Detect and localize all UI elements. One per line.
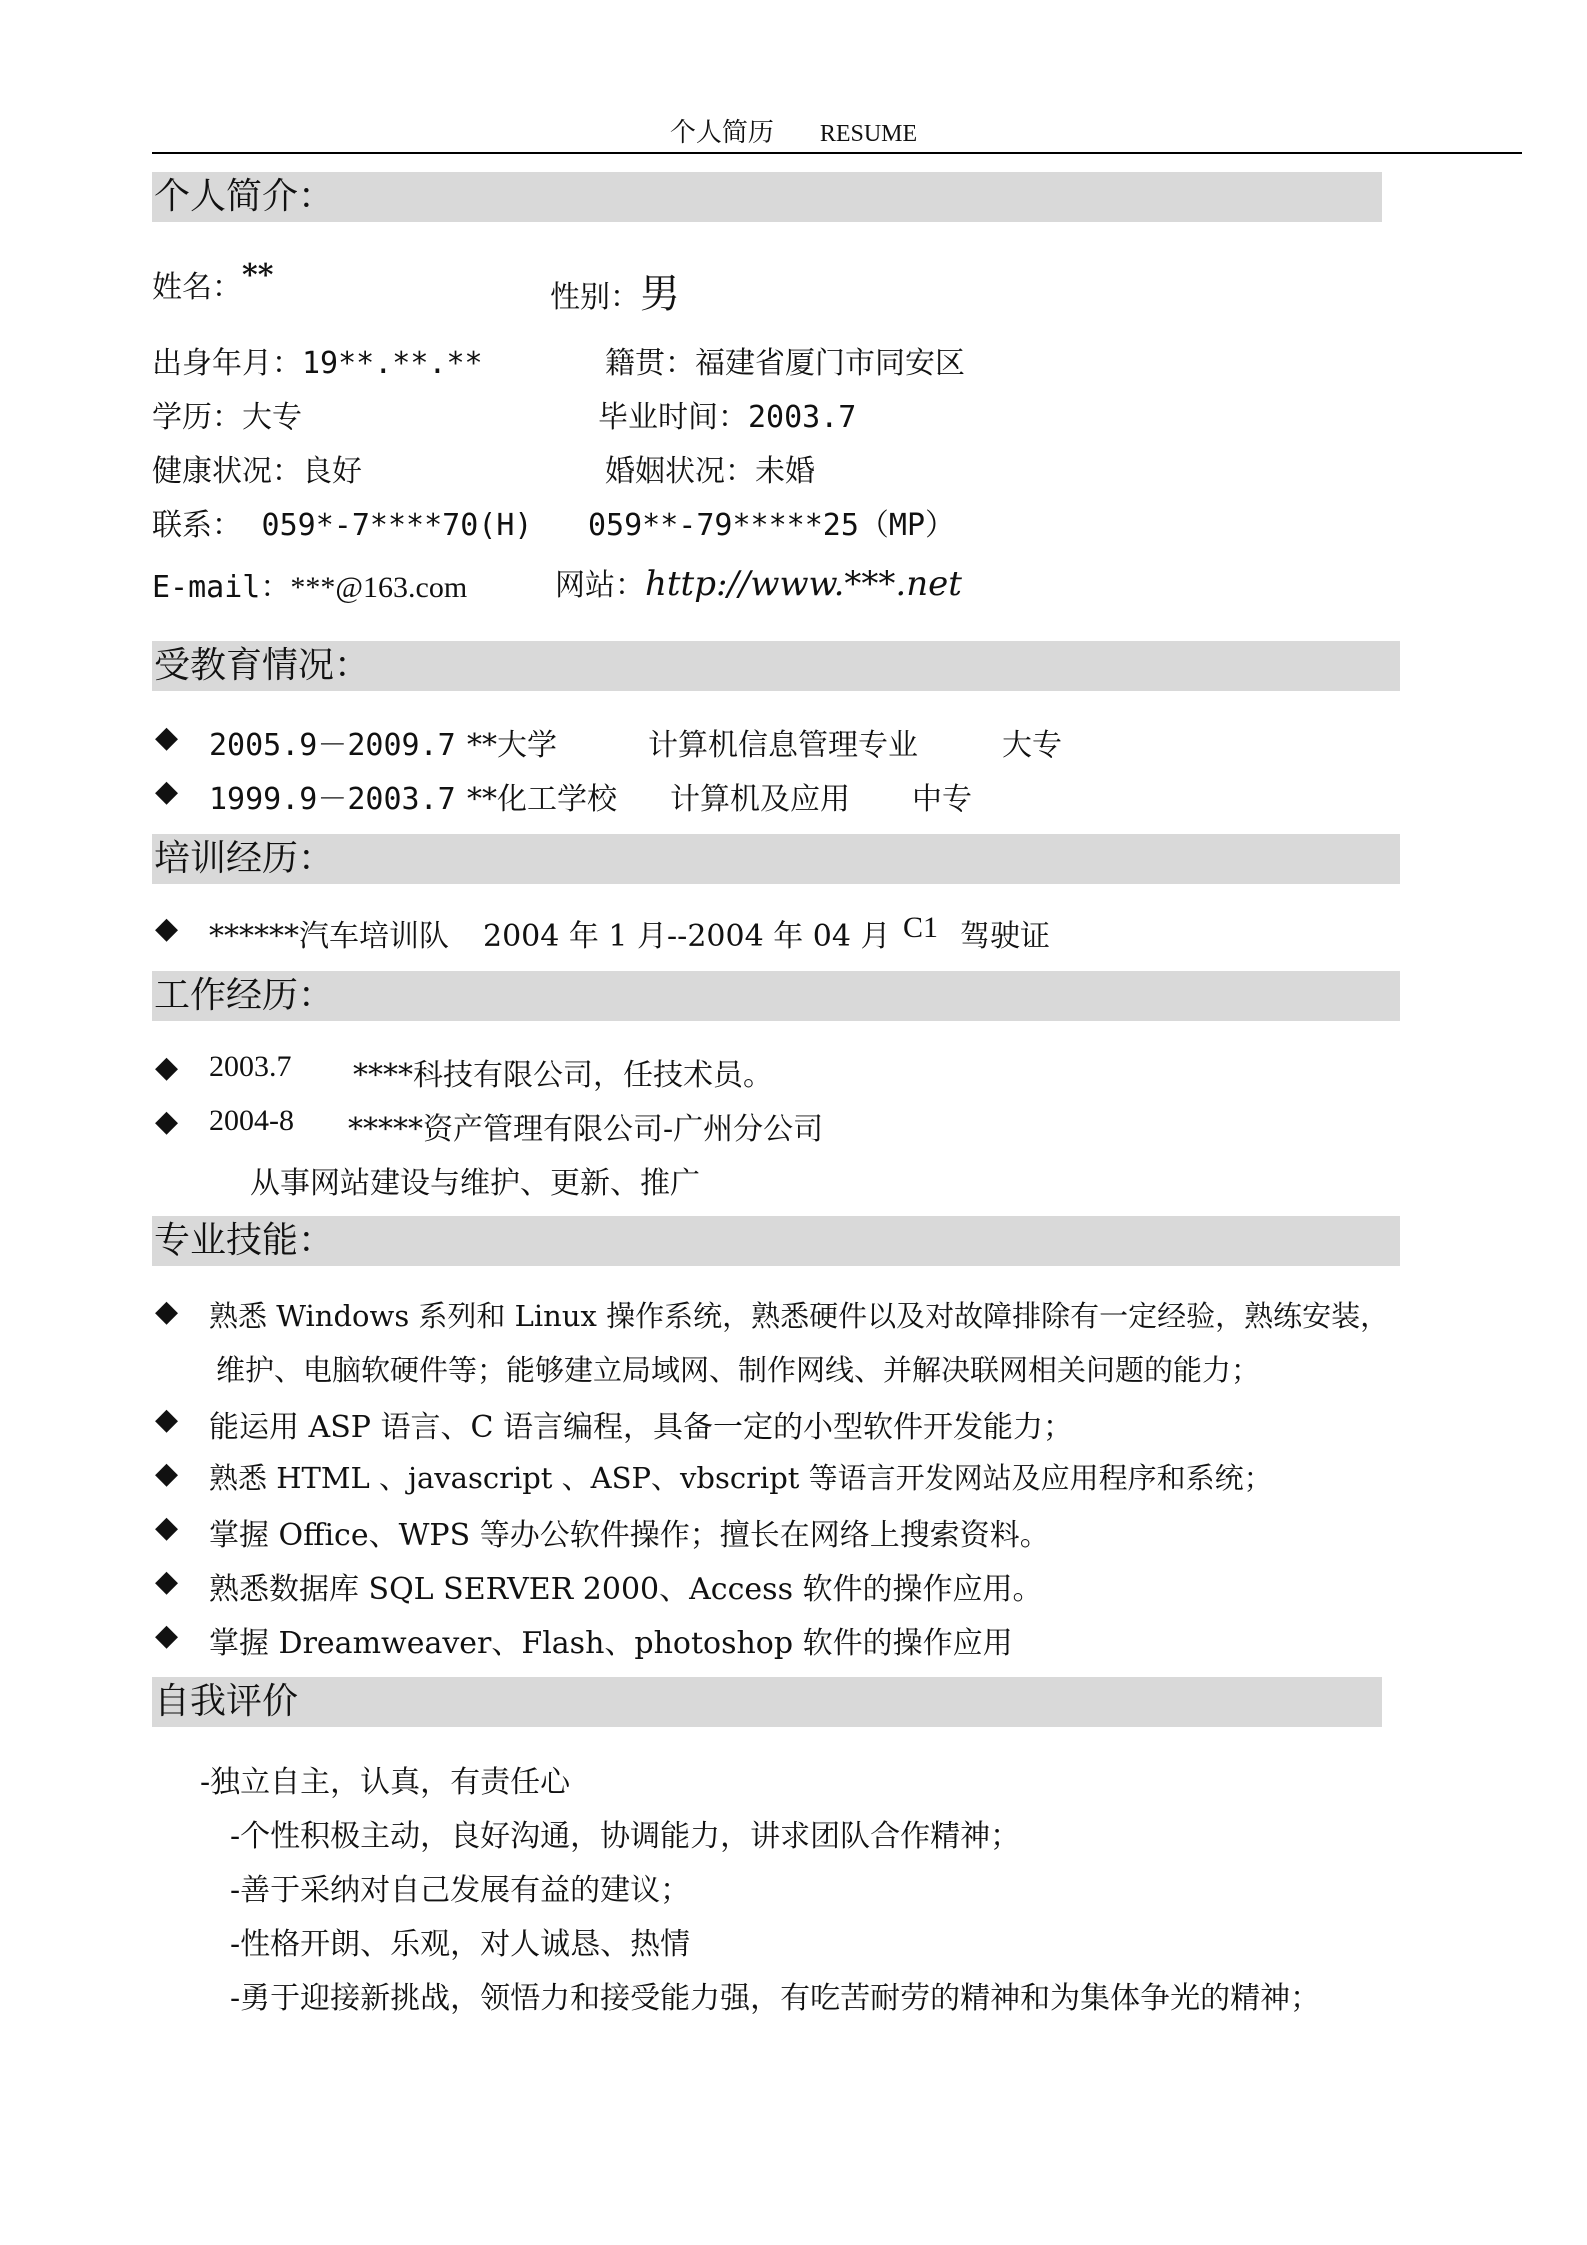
work-date: 2004-8 (209, 1104, 294, 1137)
health-row (152, 446, 362, 490)
email-row (152, 562, 467, 606)
skill-text: 掌握 Office、WPS 等办公软件操作；擅长在网络上搜索资料。 (209, 1518, 1050, 1553)
edu-school: **化工学校 (467, 782, 617, 817)
email-label: E-mail： (152, 570, 291, 605)
work-detail: 从事网站建设与维护、更新、推广 (250, 1166, 700, 1201)
education-item (155, 720, 1062, 763)
skill-text: 掌握 Dreamweaver、Flash、photoshop 软件的操作应用 (209, 1626, 1013, 1661)
header-title-cn: 个人简历 (669, 118, 774, 148)
diamond-bullet-icon: ◆ (155, 774, 179, 809)
native-value: 福建省厦门市同安区 (695, 346, 965, 381)
work-date: 2003.7 (209, 1050, 292, 1083)
evaluation-line: -独立自主，认真，有责任心 (200, 1765, 571, 1800)
section-bar-evaluation (152, 1677, 1382, 1727)
diamond-bullet-icon: ◆ (155, 1618, 179, 1653)
skill-text: 熟悉数据库 SQL SERVER 2000、Access 软件的操作应用。 (209, 1572, 1043, 1607)
skill-text-continued: 维护、电脑软硬件等；能够建立局域网、制作网线、并解决联网相关问题的能力； (216, 1353, 1261, 1387)
training-org: ******汽车培训队 (209, 919, 449, 954)
diamond-bullet-icon: ◆ (155, 1510, 179, 1545)
diamond-bullet-icon: ◆ (155, 1456, 179, 1491)
section-title-skills: 专业技能： (154, 1220, 335, 1261)
section-bar-training (152, 834, 1400, 884)
edu-level: 大专 (1002, 728, 1062, 763)
skill-item (155, 1294, 1390, 1333)
contact-row (152, 500, 532, 544)
edu-period: 2005.9－2009.7 (209, 728, 456, 763)
marital-row (605, 446, 815, 490)
training-cert-class: C1 (903, 911, 939, 944)
edu-row (152, 392, 302, 436)
site-value[interactable]: http://www.***.net (645, 564, 962, 604)
edu-label: 学历： (152, 400, 242, 435)
header-rule (152, 152, 1522, 154)
evaluation-line: -性格开朗、乐观，对人诚恳、热情 (230, 1927, 691, 1962)
edu-value: 大专 (242, 400, 302, 435)
section-title-education: 受教育情况： (154, 645, 371, 686)
site-label: 网站： (555, 568, 645, 603)
name-row (152, 258, 274, 306)
birth-value: 19**.**.** (302, 346, 483, 381)
site-row (555, 560, 962, 604)
health-label: 健康状况： (152, 454, 302, 489)
section-title-evaluation: 自我评价 (154, 1681, 299, 1722)
name-value: ** (242, 258, 274, 293)
marital-value: 未婚 (755, 454, 815, 489)
section-title-work: 工作经历： (154, 975, 335, 1016)
training-period: 2004 年 1 月--2004 年 04 月 (483, 919, 891, 954)
native-label: 籍贯： (605, 346, 695, 381)
evaluation-line: -个性积极主动，良好沟通，协调能力，讲求团队合作精神； (230, 1819, 1021, 1854)
diamond-bullet-icon: ◆ (155, 1104, 179, 1139)
diamond-bullet-icon: ◆ (155, 720, 179, 755)
section-title-training: 培训经历： (154, 838, 335, 879)
skill-text: 熟悉 Windows 系列和 Linux 操作系统，熟悉硬件以及对故障排除有一定经验，熟练安装， (209, 1299, 1390, 1333)
email-value[interactable]: ***@163.com (290, 571, 468, 604)
work-desc: ****科技有限公司，任技术员。 (353, 1058, 773, 1093)
health-value: 良好 (302, 454, 362, 489)
skill-item (155, 1456, 1273, 1495)
work-item (155, 1104, 824, 1147)
name-label: 姓名： (152, 270, 242, 305)
contact-mobile: 059**-79*****25（MP） (588, 508, 956, 543)
skill-item (155, 1618, 1013, 1661)
diamond-bullet-icon: ◆ (155, 1564, 179, 1599)
work-desc: *****资产管理有限公司-广州分公司 (348, 1112, 824, 1147)
grad-value: 2003.7 (748, 400, 857, 435)
skill-text: 熟悉 HTML 、javascript 、ASP、vbscript 等语言开发网站及应用程序和系统； (209, 1461, 1273, 1495)
native-row (605, 338, 965, 382)
contact-home: 059*-7****70(H) (261, 508, 533, 543)
skill-item (155, 1564, 1043, 1607)
edu-major: 计算机及应用 (670, 782, 850, 817)
gender-label: 性别： (550, 280, 640, 315)
edu-major: 计算机信息管理专业 (648, 728, 918, 763)
gender-row (550, 262, 680, 319)
marital-label: 婚姻状况： (605, 454, 755, 489)
header-title-en: RESUME (819, 121, 918, 147)
edu-period: 1999.9－2003.7 (209, 782, 456, 817)
diamond-bullet-icon: ◆ (155, 1050, 179, 1085)
diamond-bullet-icon: ◆ (155, 1402, 179, 1437)
diamond-bullet-icon: ◆ (155, 1294, 179, 1329)
diamond-bullet-icon: ◆ (155, 911, 179, 946)
training-cert: 驾驶证 (960, 919, 1050, 954)
evaluation-line: -勇于迎接新挑战，领悟力和接受能力强，有吃苦耐劳的精神和为集体争光的精神； (230, 1981, 1321, 2016)
edu-school: **大学 (467, 728, 557, 763)
education-item (155, 774, 972, 817)
section-bar-work (152, 971, 1400, 1021)
skill-item (155, 1402, 1073, 1445)
evaluation-line: -善于采纳对自己发展有益的建议； (230, 1873, 691, 1908)
page-header (0, 112, 1587, 149)
birth-row (152, 338, 483, 382)
grad-label: 毕业时间： (598, 400, 748, 435)
training-item (155, 911, 1050, 954)
grad-row (598, 392, 856, 436)
birth-label: 出身年月： (152, 346, 302, 381)
work-item (155, 1050, 773, 1093)
gender-value: 男 (640, 271, 680, 317)
skill-text: 能运用 ASP 语言、C 语言编程，具备一定的小型软件开发能力； (209, 1410, 1073, 1445)
contact-label: 联系： (152, 508, 242, 543)
skill-item (155, 1510, 1050, 1553)
section-bar-profile (152, 172, 1382, 222)
edu-level: 中专 (912, 782, 972, 817)
section-bar-education (152, 641, 1400, 691)
section-bar-skills (152, 1216, 1400, 1266)
section-title-profile: 个人简介： (154, 176, 335, 217)
